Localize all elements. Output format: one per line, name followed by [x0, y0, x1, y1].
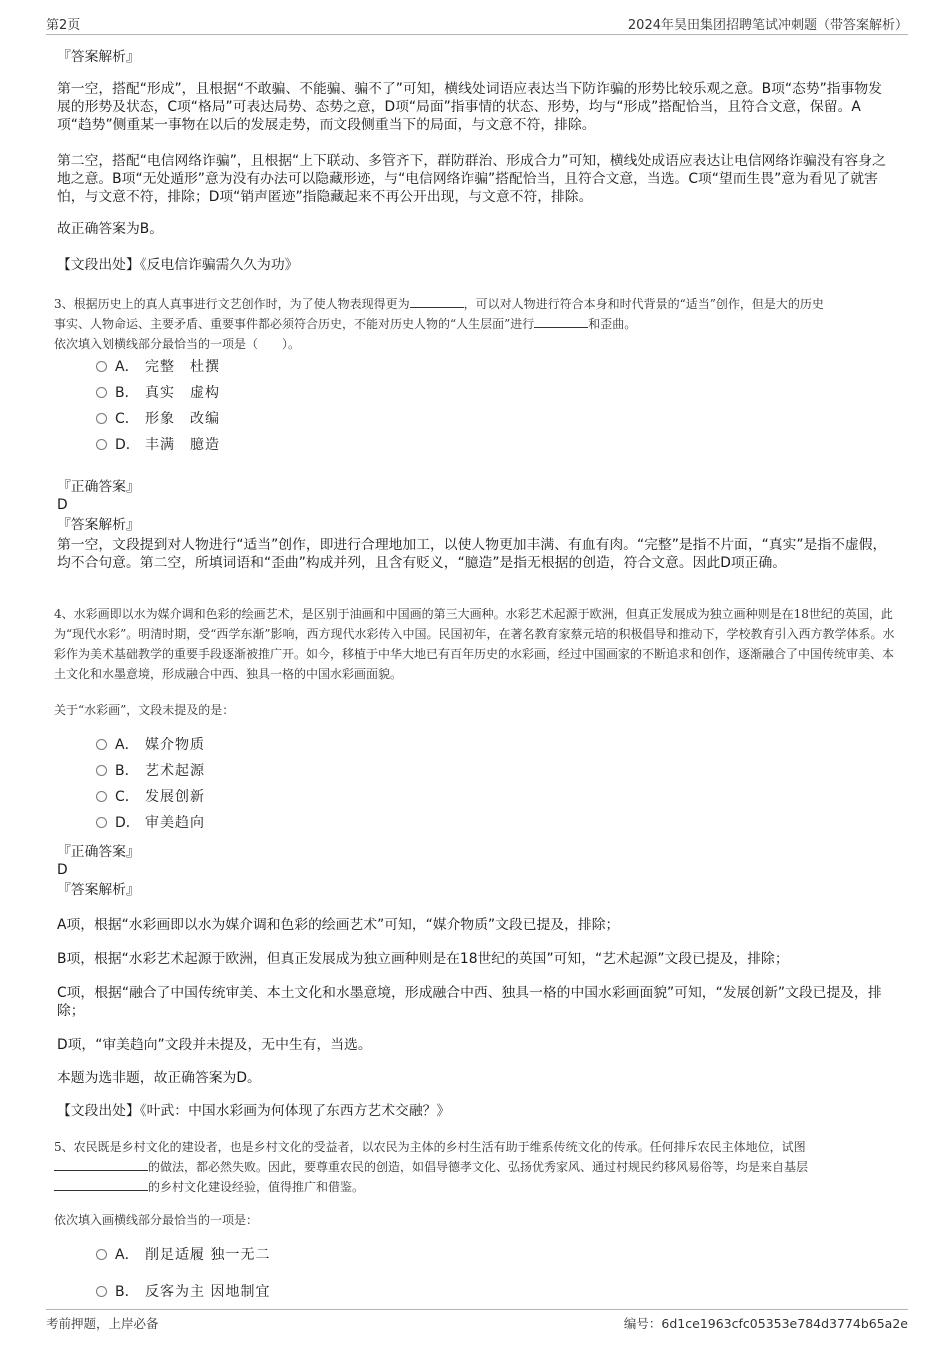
analysis-item-c: C项，根据“融合了中国传统审美、本土文化和水墨意境，形成融合中西、独具一格的中国水彩画面貌”可知，“发展创新”文段已提及，排除； — [57, 985, 882, 1019]
conclusion: 本题为选非题，故正确答案为D。 — [57, 1070, 261, 1086]
radio-icon[interactable] — [96, 1286, 107, 1297]
answer-blank — [54, 1177, 148, 1191]
option-d[interactable]: D． 审美趋向 — [96, 813, 205, 833]
analysis-paragraph: 第一空，搭配“形成”，且根据“不敢骗、不能骗、骗不了”可知，横线处词语应表达当下防诈骗的形势比较乐观之意。B项“态势”指事物发展的形势及状态，C项“格局”可表达局势、态势之意，D项“局面”指事情的状态、形势，均与“形成”搭配恰当，且符合文意，保留。A项“趋势”侧重某一事物在以后的发展走势，而文段侧重当下的局面，与文意不符，排除。 — [57, 81, 882, 133]
analysis-title: 『答案解析』 — [57, 882, 140, 898]
radio-icon[interactable] — [96, 1249, 107, 1260]
document-serial: 编号：6d1ce1963cfc05353e784d3774b65a2e — [623, 1316, 908, 1331]
radio-icon[interactable] — [96, 817, 107, 828]
option-a[interactable]: A． 削足适履 独一无二 — [96, 1245, 270, 1265]
question-prompt: 关于“水彩画”，文段未提及的是： — [54, 703, 235, 717]
analysis-paragraph: 第一空，文段提到对人物进行“适当”创作，即进行合理地加工，以使人物更加丰满、有血有肉。“完整”是指不片面，“真实”是指不虚假，均不合句意。第二空，所填词语和“歪曲”构成并列，且含有贬义，“臆造”是指无根据的创造，符合文意。因此D项正确。 — [57, 537, 887, 571]
analysis-item-b: B项，根据“水彩艺术起源于欧洲，但真正发展成为独立画种则是在18世纪的英国”可知，“艺术起源”文段已提及，排除； — [57, 951, 789, 967]
question-stem: 4、水彩画即以水为媒介调和色彩的绘画艺术，是区别于油画和中国画的第三大画种。水彩艺术起源于欧洲，但真正发展成为独立画种则是在18世纪的英国，此为“现代水彩”。明清时期，受“西学东渐”影响，西方现代水彩传入中国。民国初年，在著名教育家蔡元培的积极倡导和推动下，学校教育引入西方教学体系。水彩作为美术基础教学的重要手段逐渐被推广开。如今，移植于中华大地已有百年历史的水彩画，经过中国画家的不断追求和创作，逐渐融合了中国传统审美、本土文化和水墨意境，形成融合中西、独具一格的中国水彩画面貌。 — [54, 607, 895, 681]
radio-icon[interactable] — [96, 791, 107, 802]
option-c[interactable]: C． 形象 改编 — [96, 409, 220, 429]
analysis-paragraph: 第二空，搭配“电信网络诈骗”，且根据“上下联动、多管齐下，群防群治、形成合力”可知，横线处成语应表达让电信网络诈骗没有容身之地之意。B项“无处遁形”意为没有办法可以隐藏形迹，与“电信网络诈骗”搭配恰当，且符合文意，当选。C项“望而生畏”意为看见了就害怕，与文意不符，排除；D项“销声匿迹”指隐藏起来不再公开出现，与文意不符，排除。 — [57, 153, 886, 205]
answer-blank — [534, 314, 588, 328]
analysis-item-a: A项，根据“水彩画即以水为媒介调和色彩的绘画艺术”可知，“媒介物质”文段已提及，排除； — [57, 917, 620, 933]
correct-answer-title: 『正确答案』 — [57, 479, 140, 495]
page-footer — [46, 1309, 908, 1334]
analysis-item-d: D项，“审美趋向”文段并未提及，无中生有，当选。 — [57, 1037, 372, 1053]
option-b[interactable]: B． 反客为主 因地制宜 — [96, 1282, 270, 1302]
footer-slogan: 考前押题，上岸必备 — [46, 1316, 159, 1331]
radio-icon[interactable] — [96, 739, 107, 750]
question-prompt: 依次填入画横线部分最恰当的一项是： — [54, 1213, 259, 1227]
document-title: 2024年昊田集团招聘笔试冲刺题（带答案解析） — [627, 18, 908, 33]
page-number: 第2页 — [46, 18, 81, 33]
radio-icon[interactable] — [96, 413, 107, 424]
analysis-title: 『答案解析』 — [57, 517, 140, 533]
page-header — [46, 12, 908, 35]
correct-answer: D — [57, 497, 68, 513]
answer-blank — [410, 294, 464, 308]
question-stem: 3、根据历史上的真人真事进行文艺创作时，为了使人物表现得更为 ，可以对人物进行符合本身和时代背景的“适当”创作，但是大的历史 事实、人物命运、主要矛盾、重要事件都必须符合历史，不能对历史人物的“人生层面”进行 和歪曲。 — [54, 294, 896, 334]
option-a[interactable]: A． 媒介物质 — [96, 735, 205, 755]
analysis-title: 『答案解析』 — [57, 49, 140, 65]
correct-answer-title: 『正确答案』 — [57, 844, 140, 860]
option-a[interactable]: A． 完整 杜撰 — [96, 357, 220, 377]
source-citation: 【文段出处】《叶武：中国水彩画为何体现了东西方艺术交融？》 — [57, 1103, 451, 1119]
conclusion: 故正确答案为B。 — [57, 221, 164, 237]
option-b[interactable]: B． 真实 虚构 — [96, 383, 220, 403]
option-d[interactable]: D． 丰满 臆造 — [96, 435, 220, 455]
question-stem: 5、农民既是乡村文化的建设者，也是乡村文化的受益者，以农民为主体的乡村生活有助于维系传统文化的传承。任何排斥农民主体地位，试图 的做法，都必然失败。因此，要尊重农民的创造，如倡导德孝文化、弘扬优秀家风、通过村规民约移风易俗等，均是来自基层 的乡村文化建设经验，值得推广和借鉴。 — [54, 1140, 809, 1194]
correct-answer: D — [57, 862, 68, 878]
radio-icon[interactable] — [96, 387, 107, 398]
radio-icon[interactable] — [96, 765, 107, 776]
option-c[interactable]: C． 发展创新 — [96, 787, 205, 807]
source-citation: 【文段出处】《反电信诈骗需久久为功》 — [57, 257, 299, 273]
question-prompt: 依次填入划横线部分最恰当的一项是（ ）。 — [54, 337, 301, 351]
radio-icon[interactable] — [96, 361, 107, 372]
option-b[interactable]: B． 艺术起源 — [96, 761, 205, 781]
answer-blank — [54, 1157, 148, 1171]
radio-icon[interactable] — [96, 439, 107, 450]
